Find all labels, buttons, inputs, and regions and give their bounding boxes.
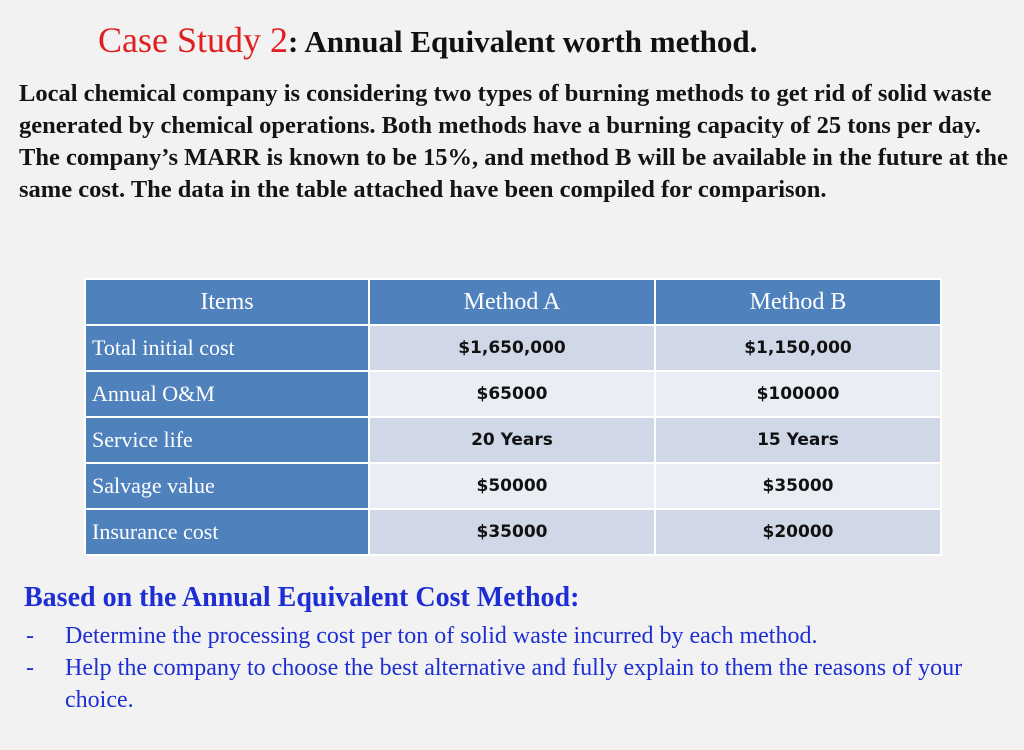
table-row xyxy=(85,371,941,417)
task-text: Help the company to choose the best alternative and fully explain to them the reasons of your choice. xyxy=(65,655,963,713)
case-study-label: Case Study 2 xyxy=(98,20,289,60)
row-label: Service life xyxy=(85,417,369,463)
row-label: Annual O&M xyxy=(85,371,369,417)
method-a-value: $65000 xyxy=(369,371,655,417)
row-label: Salvage value xyxy=(85,463,369,509)
method-a-value: $1,650,000 xyxy=(369,325,655,371)
comparison-table xyxy=(84,278,942,556)
slide-title xyxy=(98,16,757,66)
title-subject: : Annual Equivalent worth method. xyxy=(288,24,758,59)
method-b-value: $100000 xyxy=(655,371,941,417)
method-b-value: $35000 xyxy=(655,463,941,509)
row-label: Total initial cost xyxy=(85,325,369,371)
method-a-value: $35000 xyxy=(369,509,655,555)
method-b-value: $1,150,000 xyxy=(655,325,941,371)
table-row xyxy=(85,509,941,555)
table-row xyxy=(85,417,941,463)
problem-statement: Local chemical company is considering two types of burning methods to get rid of solid waste generated by chemical operations. Both methods have a burning capacity of 25 tons per day. The company’s MARR is known to be 15%, and method B will be available in the future at the same cost. The data in the table attached have been compiled for comparison. xyxy=(19,80,1008,203)
table-header-row xyxy=(85,279,941,325)
header-method-a: Method A xyxy=(369,279,655,325)
dash-bullet: - xyxy=(26,623,34,649)
method-heading: Based on the Annual Equivalent Cost Method: xyxy=(24,582,580,613)
list-item xyxy=(24,620,1004,652)
method-a-value: 20 Years xyxy=(369,417,655,463)
method-b-value: 15 Years xyxy=(655,417,941,463)
method-a-value: $50000 xyxy=(369,463,655,509)
method-b-value: $20000 xyxy=(655,509,941,555)
task-list xyxy=(24,620,1004,716)
header-method-b: Method B xyxy=(655,279,941,325)
row-label: Insurance cost xyxy=(85,509,369,555)
header-items: Items xyxy=(85,279,369,325)
list-item xyxy=(24,652,1004,716)
table-row xyxy=(85,463,941,509)
table-row xyxy=(85,325,941,371)
task-text: Determine the processing cost per ton of solid waste incurred by each method. xyxy=(65,623,818,649)
dash-bullet: - xyxy=(26,655,34,681)
